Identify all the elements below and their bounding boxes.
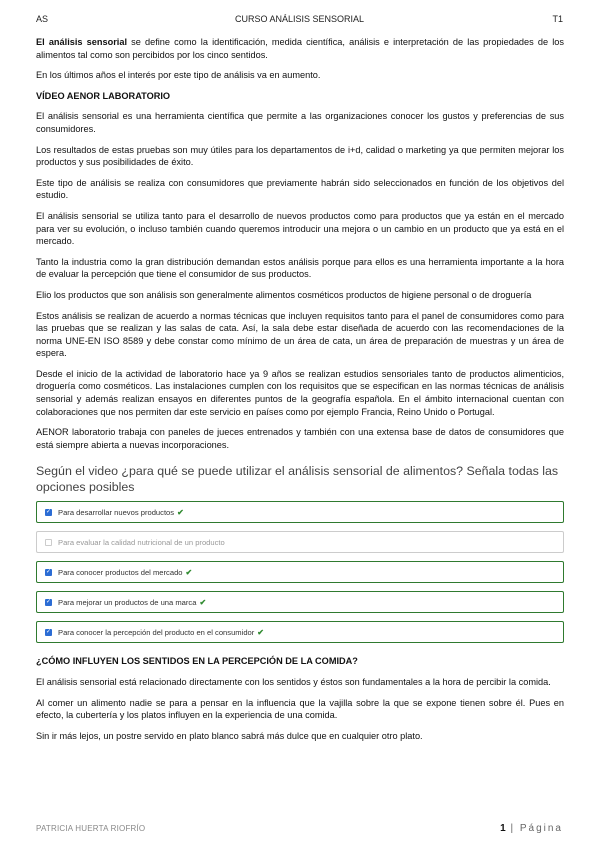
paragraph: El análisis sensorial se utiliza tanto para el desarrollo de nuevos productos como para productos que ya están en el mercado para ver su evolución, o incluso también cuando queremos introducir una mejora o un cambio en un producto que ya está en el mercado. (36, 210, 564, 247)
correct-check-icon: ✔ (257, 627, 264, 637)
paragraph: Elio los productos que son análisis son generalmente alimentos cosméticos productos de higiene personal o de droguería (36, 289, 532, 300)
paragraph: El análisis sensorial es una herramienta científica que permite a las organizaciones conocer los gustos y preferencias de sus consumidores. (36, 111, 564, 134)
check-mark: ✓ (45, 599, 52, 606)
header-title: CURSO ANÁLISIS SENSORIAL (234, 14, 365, 24)
checkbox-icon[interactable] (45, 629, 52, 636)
checkbox-icon[interactable] (45, 539, 52, 546)
paragraph: Tanto la industria como la gran distribución demandan estos análisis porque para ellos es una herramienta importante a la hora de evaluar la percepción que tiene el consumidor de sus productos. (36, 256, 564, 280)
quiz-options (36, 501, 564, 643)
option-label: Para desarrollar nuevos productos (58, 507, 175, 517)
checkbox-icon[interactable] (45, 509, 52, 516)
paragraph: Los resultados de estas pruebas son muy útiles para los departamentos de i+d, calidad o marketing ya que permiten mejorar los productos y sus posibilidades de éxito. (36, 144, 564, 168)
document-body (36, 36, 564, 750)
quiz-option[interactable] (36, 501, 564, 523)
correct-check-icon: ✔ (177, 507, 184, 517)
correct-check-icon: ✔ (199, 597, 207, 607)
check-mark: ✓ (45, 629, 52, 636)
header-left: AS (36, 14, 49, 24)
paragraph: Estos análisis se realizan de acuerdo a normas técnicas que incluyen requisitos tanto para el panel de consumidores como para las pruebas que se realizan y las salas de cata. Así, la sala debe estar diseñada de acuerdo con las recomendaciones de la norma UNE-EN ISO 8589 y debe constar como mínimo de un área de cata, un área de preparación de muestras y un área de espera. (36, 310, 564, 359)
page-header (36, 14, 563, 28)
checkbox-icon[interactable] (45, 599, 52, 606)
paragraph: Este tipo de análisis se realiza con consumidores que previamente habrán sido seleccionados en función de los objetivos del estudio. (36, 177, 564, 201)
intro-definition: se define como la identificación, medida científica, análisis e interpretación de las propiedades de los alimentos tal como son percibidos por los cinco sentidos. (36, 37, 564, 60)
paragraph: AENOR laboratorio trabaja con paneles de jueces entrenados y también con una extensa base de datos de consumidores que está siempre abierta a nuevas incorporaciones. (36, 427, 564, 450)
intro-paragraph (36, 36, 564, 61)
option-label: Para mejorar un productos de una marca (58, 597, 197, 607)
section-heading-senses: ¿CÓMO INFLUYEN LOS SENTIDOS EN LA PERCEPCIÓN DE LA COMIDA? (36, 656, 358, 667)
footer-page (500, 823, 563, 834)
quiz-option[interactable] (36, 621, 564, 643)
footer-author: PATRICIA HUERTA RIOFRÍO (36, 824, 146, 833)
option-label: Para conocer la percepción del producto en el consumidor (58, 627, 255, 637)
page-number: 1 (500, 823, 506, 834)
option-label: Para evaluar la calidad nutricional de un producto (58, 537, 225, 547)
check-mark: ✓ (45, 569, 52, 576)
paragraph: Al comer un alimento nadie se para a pensar en la influencia que la vajilla sobre la que se expone tienen sobre él. Pues en efecto, la cubertería y los platos influyen en la experiencia de una comida. (36, 697, 564, 721)
quiz-option[interactable] (36, 531, 564, 553)
page-label: | Página (505, 823, 563, 834)
quiz-option[interactable] (36, 591, 564, 613)
checkbox-icon[interactable] (45, 569, 52, 576)
check-mark: ✓ (45, 509, 52, 516)
paragraph: El análisis sensorial está relacionado directamente con los sentidos y éstos son fundamentales a la hora de percibir la comida. (36, 677, 551, 688)
quiz-option[interactable] (36, 561, 564, 583)
section-heading-video: VÍDEO AENOR LABORATORIO (36, 90, 171, 101)
correct-check-icon: ✔ (185, 567, 193, 577)
intro-paragraph-2: En los últimos años el interés por este tipo de análisis va en aumento. (36, 70, 321, 81)
option-label: Para conocer productos del mercado (58, 567, 183, 577)
quiz-question: Según el video ¿para qué se puede utilizar el análisis sensorial de alimentos? Señala todas las opciones posibles (36, 464, 559, 495)
paragraph: Sin ir más lejos, un postre servido en plato blanco sabrá más dulce que en cualquier otro plato. (36, 730, 423, 741)
paragraph: Desde el inicio de la actividad de laboratorio hace ya 9 años se realizan estudios sensoriales tanto de productos alimenticios, droguería como cosméticos. Las instalaciones cumplen con los requisitos que se especifican en las normas técnicas de análisis sensorial y además realizan ensayos en diferentes puntos de la geografía española. En el ámbito internacional cuentan con colaboraciones que nos permiten dar este servicio en países como por ejemplo Francia, Reino Unido o Portugal. (36, 368, 564, 417)
header-right: T1 (552, 14, 563, 24)
intro-term: El análisis sensorial (36, 37, 128, 47)
